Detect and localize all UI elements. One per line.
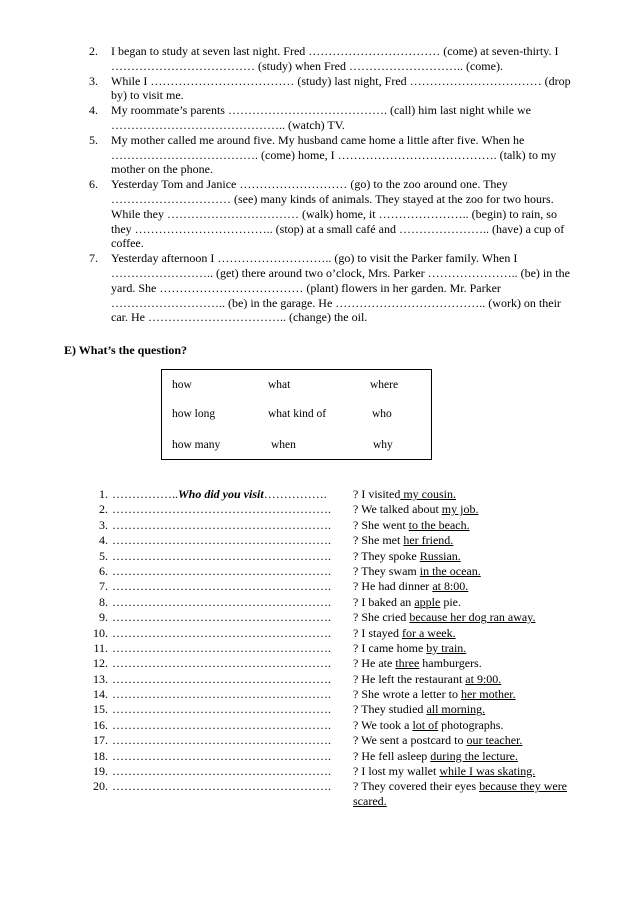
answer-sentence [353,687,587,702]
answer-sentence [353,641,587,656]
answer-pre: ? He fell asleep [353,748,431,763]
list-item [0,518,638,533]
answer-pre: ? They covered their eyes [353,779,480,794]
answer-blank [112,487,327,502]
blank-dots: ………………………………………………. [112,594,331,609]
item-text: My roommate’s parents …………………………………. (call) him last night while we …………………………………….. (watch) TV. [111,103,531,132]
blank-dots: ………………………………………………. [112,702,331,717]
list-item [0,764,638,779]
answer-pre: ? She cried [353,610,410,625]
item-number: 8. [99,594,108,609]
list-item [0,641,638,656]
list-item [0,672,638,687]
answer-sentence [353,733,587,748]
answer-post: photographs. [438,717,504,732]
answer-sentence [353,487,587,502]
list-item [0,610,638,625]
item-number: 18. [93,748,108,763]
list-item [0,502,638,517]
answer-pre: ? He ate [353,656,396,671]
list-item [0,74,577,104]
item-text: Yesterday Tom and Janice ……………………… (go) to the zoo around one. They ………………………… (see) many kinds of animals. They stayed at the zoo for two hours. While they …………………………… (walk) home, it ………………….. (begin) to rain, so they …………………………….. (stop) at a small café and ………………….. (have) a cup of coffee. [111,177,565,251]
word-box-entry: where [370,379,399,391]
blank-dots: ………………………………………………. [112,625,331,640]
item-number: 7. [89,251,98,266]
list-item [0,133,577,177]
answer-sentence [353,579,587,594]
answer-underlined: while I was skating. [439,764,536,779]
list-item [0,564,638,579]
answer-sentence [353,610,587,625]
item-text: While I ……………………………… (study) last night, Fred …………………………… (drop by) to visit me. [111,73,571,103]
answer-pre: ? She met [353,533,404,548]
answer-pre: ? I stayed [353,625,402,640]
answer-underlined: my cousin. [400,487,456,501]
word-box-entry: how long [172,408,216,420]
item-number: 2. [99,502,108,517]
answer-pre: ? I visited [353,487,401,501]
answer-underlined: during the lecture. [430,748,518,763]
answer-underlined: our teacher. [466,733,523,748]
list-item [0,103,577,133]
item-number: 1. [99,487,108,501]
answer-underlined: my job. [441,502,479,517]
answer-sentence [353,595,587,610]
answer-underlined: apple [414,594,441,609]
item-number: 6. [99,563,108,578]
blank-dots: ………………………………………………. [112,656,331,671]
list-item [0,251,577,325]
blank-dots: ………………………………………………. [112,563,331,578]
list-item [0,749,638,764]
section-e-list [0,487,638,809]
answer-underlined: at 9:00. [465,671,502,686]
answer-underlined: in the ocean. [419,563,481,578]
blank-dots: ……………. [263,487,327,501]
item-number: 3. [99,517,108,532]
answer-underlined: three [395,656,420,671]
answer-sentence [353,718,587,733]
blank-dots: ………………………………………………. [112,640,331,655]
blank-dots: ………………………………………………. [112,610,331,625]
item-number: 5. [99,548,108,563]
item-number: 3. [89,73,98,88]
word-box-entry: why [373,439,393,451]
answer-underlined: all morning. [426,702,486,717]
word-box-entry: what kind of [268,408,327,420]
word-box-entry: who [372,408,392,420]
answer-pre: ? I lost my wallet [353,764,440,779]
blank-dots: ………………………………………………. [112,687,331,702]
blank-dots: ………………………………………………. [112,502,331,517]
blank-dots: ………………………………………………. [112,548,331,563]
item-number: 4. [89,103,98,118]
answer-pre: ? They spoke [353,548,420,563]
answer-sentence [353,533,587,548]
answer-underlined: for a week. [401,625,456,640]
list-item [0,626,638,641]
blank-dots: ………………………………………………. [112,717,331,732]
item-number: 15. [93,702,108,717]
answer-underlined: Russian. [419,548,461,563]
item-number: 5. [89,132,98,147]
list-item [0,595,638,610]
item-text: Yesterday afternoon I ……………………….. (go) to visit the Parker family. When I …………………….. (get) there around two o’clock, Mrs. Parker ………………….. (be) in the yard. She ……………………………… (plant) flowers in her garden. Mr. Parker ……………………….. (be) in the garage. He ……………………………….. (work) on their car. He …………………………….. (change) the oil. [111,251,570,325]
blank-dots: ………………………………………………. [112,779,331,794]
list-item [0,702,638,717]
item-number: 7. [99,579,108,594]
list-item [0,177,577,251]
answer-sentence [353,549,587,564]
blank-dots: ………………………………………………. [112,671,331,686]
answer-underlined: at 8:00. [432,579,469,594]
answer-sentence [353,779,587,809]
word-box-entry: when [271,439,296,451]
word-box-entry: what [268,379,291,391]
item-number: 9. [99,610,108,625]
answer-underlined: because they were scared. [353,779,568,809]
list-item [0,733,638,748]
item-number: 4. [99,533,108,548]
answer-sentence [353,502,587,517]
list-item [0,779,638,809]
answer-pre: ? She wrote a letter to [353,687,461,702]
answer-underlined: her friend. [403,533,454,548]
answer-pre: ? She went [353,517,409,532]
answer-underlined: lot of [412,717,439,732]
example-question: Who did you visit [178,487,264,501]
item-number: 12. [93,656,108,671]
list-item [0,579,638,594]
item-number: 11. [93,640,108,655]
section-d-list [0,44,638,325]
list-item [0,533,638,548]
item-number: 13. [93,671,108,686]
answer-underlined: because her dog ran away. [409,610,536,625]
answer-pre: ? He had dinner [353,579,433,594]
item-number: 2. [89,44,98,58]
answer-pre: ? They studied [353,702,427,717]
item-text: My mother called me around five. My husband came home a little after five. When he ………………………………. (come) home, I …………………………………. (talk) to my mother on the phone. [111,132,557,177]
answer-sentence [353,518,587,533]
answer-underlined: by train. [426,640,467,655]
answer-pre: ? I came home [353,640,427,655]
answer-sentence [353,764,587,779]
item-number: 16. [93,717,108,732]
answer-post: hamburgers. [419,656,482,671]
blank-dots: ………………………………………………. [112,748,331,763]
answer-pre: ? We took a [353,717,413,732]
answer-underlined: to the beach. [408,517,470,532]
item-number: 19. [93,764,108,779]
answer-sentence [353,656,587,671]
answer-pre: ? He left the restaurant [353,671,466,686]
word-box [161,369,432,460]
list-item [0,549,638,564]
answer-pre: ? We talked about [353,502,442,517]
item-number: 10. [93,625,108,640]
item-number: 17. [93,733,108,748]
list-item [0,718,638,733]
list-item [0,656,638,671]
blank-dots: ………………………………………………. [112,517,331,532]
blank-dots: ………………………………………………. [112,764,331,779]
item-text: I began to study at seven last night. Fred …………………………… (come) at seven-thirty. I ……………………………… (study) when Fred ……………………….. (come). [111,44,559,73]
answer-pre: ? I baked an [353,594,415,609]
list-item [0,687,638,702]
answer-underlined: her mother. [460,687,516,702]
list-item [0,487,638,502]
blank-dots: ………………………………………………. [112,533,331,548]
section-e-heading: E) What’s the question? [64,343,188,357]
list-item [0,44,577,74]
answer-pre: ? They swam [353,563,420,578]
item-number: 20. [93,779,108,794]
word-box-entry: how many [172,439,221,451]
blank-dots: ………………………………………………. [112,579,331,594]
blank-dots: …………….. [112,487,178,501]
answer-sentence [353,749,587,764]
blank-dots: ………………………………………………. [112,733,331,748]
answer-post: pie. [440,594,461,609]
answer-sentence [353,672,587,687]
answer-sentence [353,564,587,579]
answer-pre: ? We sent a postcard to [353,733,467,748]
answer-sentence [353,626,587,641]
item-number: 6. [89,177,98,192]
answer-sentence [353,702,587,717]
word-box-entry: how [172,379,192,391]
item-number: 14. [93,687,108,702]
